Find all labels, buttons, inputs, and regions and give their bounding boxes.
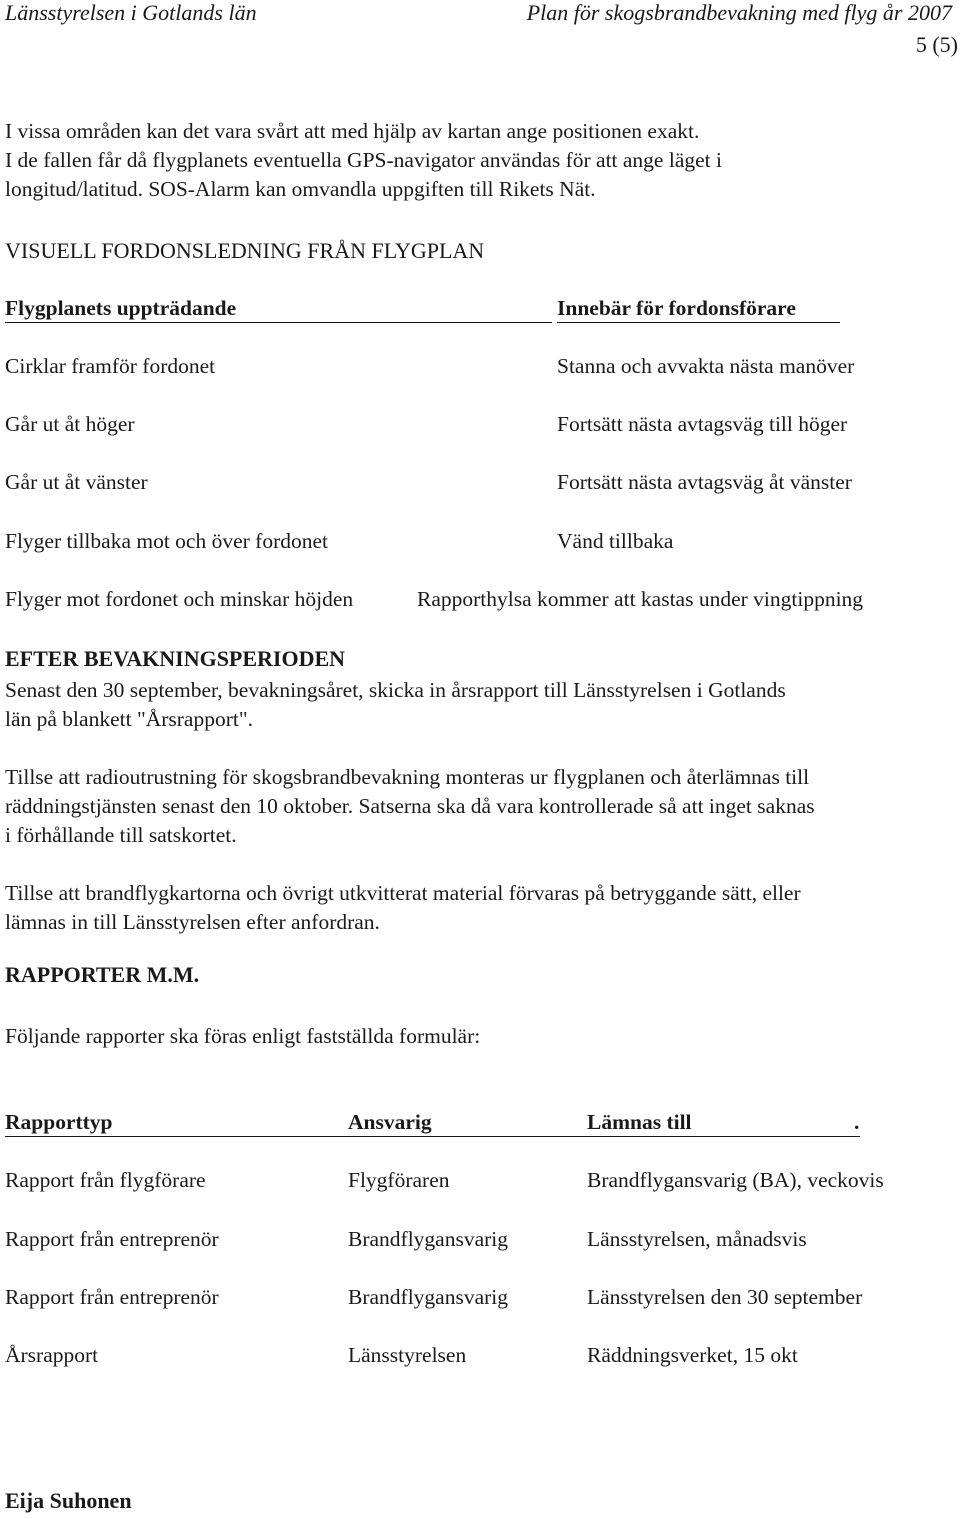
report-row-2-submit-to: Länsstyrelsen, månadsvis (587, 1227, 807, 1251)
page-number: 5 (5) (915, 32, 958, 57)
header-organization: Länsstyrelsen i Gotlands län (5, 0, 257, 25)
signature-name: Eija Suhonen (5, 1488, 132, 1513)
report-row-2-type: Rapport från entreprenör (5, 1227, 219, 1251)
report-row-4-type: Årsrapport (5, 1343, 99, 1367)
reports-header-underline (5, 1136, 860, 1137)
after-para1-line-2: län på blankett "Årsrapport". (5, 707, 254, 731)
behavior-row-5: Flyger mot fordonet och minskar höjden (5, 587, 354, 611)
behavior-row-2: Går ut åt höger (5, 412, 135, 436)
report-row-3-submit-to: Länsstyrelsen den 30 september (587, 1285, 863, 1309)
report-row-3-responsible: Brandflygansvarig (348, 1285, 509, 1309)
col-header-report-type: Rapporttyp (5, 1110, 113, 1134)
report-row-4-responsible: Länsstyrelsen (348, 1343, 467, 1367)
reports-intro: Följande rapporter ska föras enligt fastställda formulär: (5, 1024, 481, 1048)
col-header-submit-to: Lämnas till (587, 1110, 692, 1134)
header-underline-left (5, 322, 552, 323)
intro-line-1: I vissa områden kan det vara svårt att med hjälp av kartan ange positionen exakt. (5, 119, 700, 143)
meaning-row-1: Stanna och avvakta nästa manöver (557, 354, 855, 378)
after-para2-line-1: Tillse att radioutrustning för skogsbrandbevakning monteras ur flygplanen och återlämnas till (5, 765, 810, 789)
intro-line-2: I de fallen får då flygplanets eventuella GPS-navigator användas för att ange läget i (5, 148, 722, 172)
meaning-row-4: Vänd tillbaka (557, 529, 674, 553)
meaning-row-2: Fortsätt nästa avtagsväg till höger (557, 412, 848, 436)
behavior-row-1: Cirklar framför fordonet (5, 354, 216, 378)
col-header-responsible: Ansvarig (348, 1110, 432, 1134)
report-row-4-submit-to: Räddningsverket, 15 okt (587, 1343, 798, 1367)
header-document-title: Plan för skogsbrandbevakning med flyg år 2007 (526, 0, 952, 25)
after-para2-line-3: i förhållande till satskortet. (5, 823, 237, 847)
col-header-meaning: Innebär för fordonsförare (557, 296, 796, 320)
after-para3-line-1: Tillse att brandflygkartorna och övrigt utkvitterat material förvaras på betryggande sätt, eller (5, 881, 801, 905)
report-row-2-responsible: Brandflygansvarig (348, 1227, 509, 1251)
report-row-1-submit-to: Brandflygansvarig (BA), veckovis (587, 1168, 884, 1192)
intro-line-3: longitud/latitud. SOS-Alarm kan omvandla uppgiften till Rikets Nät. (5, 177, 596, 201)
behavior-row-3: Går ut åt vänster (5, 470, 148, 494)
after-para1-line-1: Senast den 30 september, bevakningsåret, skicka in årsrapport till Länsstyrelsen i Gotlands (5, 678, 786, 702)
col-header-end-mark: . (854, 1110, 860, 1134)
meaning-row-3: Fortsätt nästa avtagsväg åt vänster (557, 470, 852, 494)
after-para2-line-2: räddningstjänsten senast den 10 oktober. Satserna ska då vara kontrollerade så att inget saknas (5, 794, 815, 818)
header-underline-right (557, 322, 840, 323)
after-period-title: EFTER BEVAKNINGSPERIODEN (5, 646, 346, 671)
meaning-row-5: Rapporthylsa kommer att kastas under vingtippning (417, 587, 864, 611)
col-header-behavior: Flygplanets uppträdande (5, 296, 237, 320)
report-row-1-responsible: Flygföraren (348, 1168, 450, 1192)
report-row-3-type: Rapport från entreprenör (5, 1285, 219, 1309)
behavior-row-4: Flyger tillbaka mot och över fordonet (5, 529, 329, 553)
reports-title: RAPPORTER M.M. (5, 962, 200, 987)
after-para3-line-2: lämnas in till Länsstyrelsen efter anfordran. (5, 910, 380, 934)
report-row-1-type: Rapport från flygförare (5, 1168, 206, 1192)
visual-guidance-title: VISUELL FORDONSLEDNING FRÅN FLYGPLAN (5, 238, 485, 263)
